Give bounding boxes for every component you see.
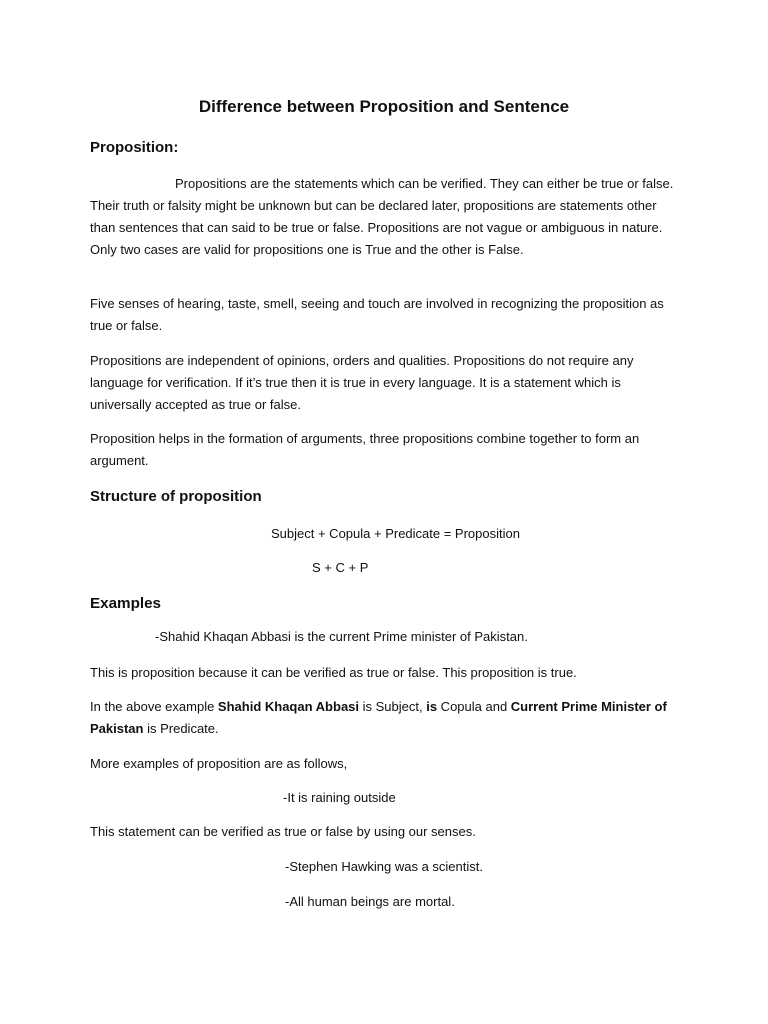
section-heading-structure: Structure of proposition	[90, 488, 262, 505]
paragraph-senses-verification: This statement can be verified as true or false by using our senses.	[90, 824, 476, 839]
paragraph-arguments: Proposition helps in the formation of arguments, three propositions combine together to form an argument.	[90, 431, 640, 468]
section-heading-proposition: Proposition:	[90, 139, 179, 156]
structure-formula: Subject + Copula + Predicate = Proposition	[271, 526, 520, 541]
structure-abbreviation: S + C + P	[312, 560, 369, 575]
example-2: -It is raining outside	[283, 790, 396, 805]
text-run: is Subject,	[359, 699, 427, 714]
predicate-term: Current Prime Minister of Pakistan	[90, 699, 667, 736]
examples-heading: Examples	[90, 595, 161, 612]
paragraph-example-explanation: This is proposition because it can be verified as true or false. This proposition is true.	[90, 665, 577, 680]
paragraph-proposition-definition: Propositions are the statements which can be verified. They can either be true or false. Their truth or falsity might be unknown but can be declared later, propositions are statements other than sentences that can said to be true or false. Propositions are not vague or ambiguous in nature. Only two cases are valid for propositions one is True and the other is False.	[90, 176, 674, 257]
paragraph-independence: Propositions are independent of opinions, orders and qualities. Propositions do not require any language for verification. If it’s true then it is true in every language. It is a statement which is universally accepted as true or false.	[90, 353, 634, 412]
paragraph-five-senses: Five senses of hearing, taste, smell, seeing and touch are involved in recognizing the proposition as true or false.	[90, 296, 664, 333]
example-4: -All human beings are mortal.	[285, 894, 455, 909]
example-1: -Shahid Khaqan Abbasi is the current Prime minister of Pakistan.	[155, 629, 528, 644]
text-run: In the above example	[90, 699, 218, 714]
subject-term: Shahid Khaqan Abbasi	[217, 699, 360, 714]
example-3: -Stephen Hawking was a scientist.	[285, 859, 483, 874]
paragraph-example-parts	[90, 696, 680, 740]
copula-term: is	[426, 699, 438, 714]
text-run: is Predicate.	[143, 721, 219, 736]
text-run: Copula and	[437, 699, 511, 714]
document-title: Difference between Proposition and Sentence	[198, 97, 570, 116]
paragraph-more-examples: More examples of proposition are as follows,	[90, 756, 348, 771]
